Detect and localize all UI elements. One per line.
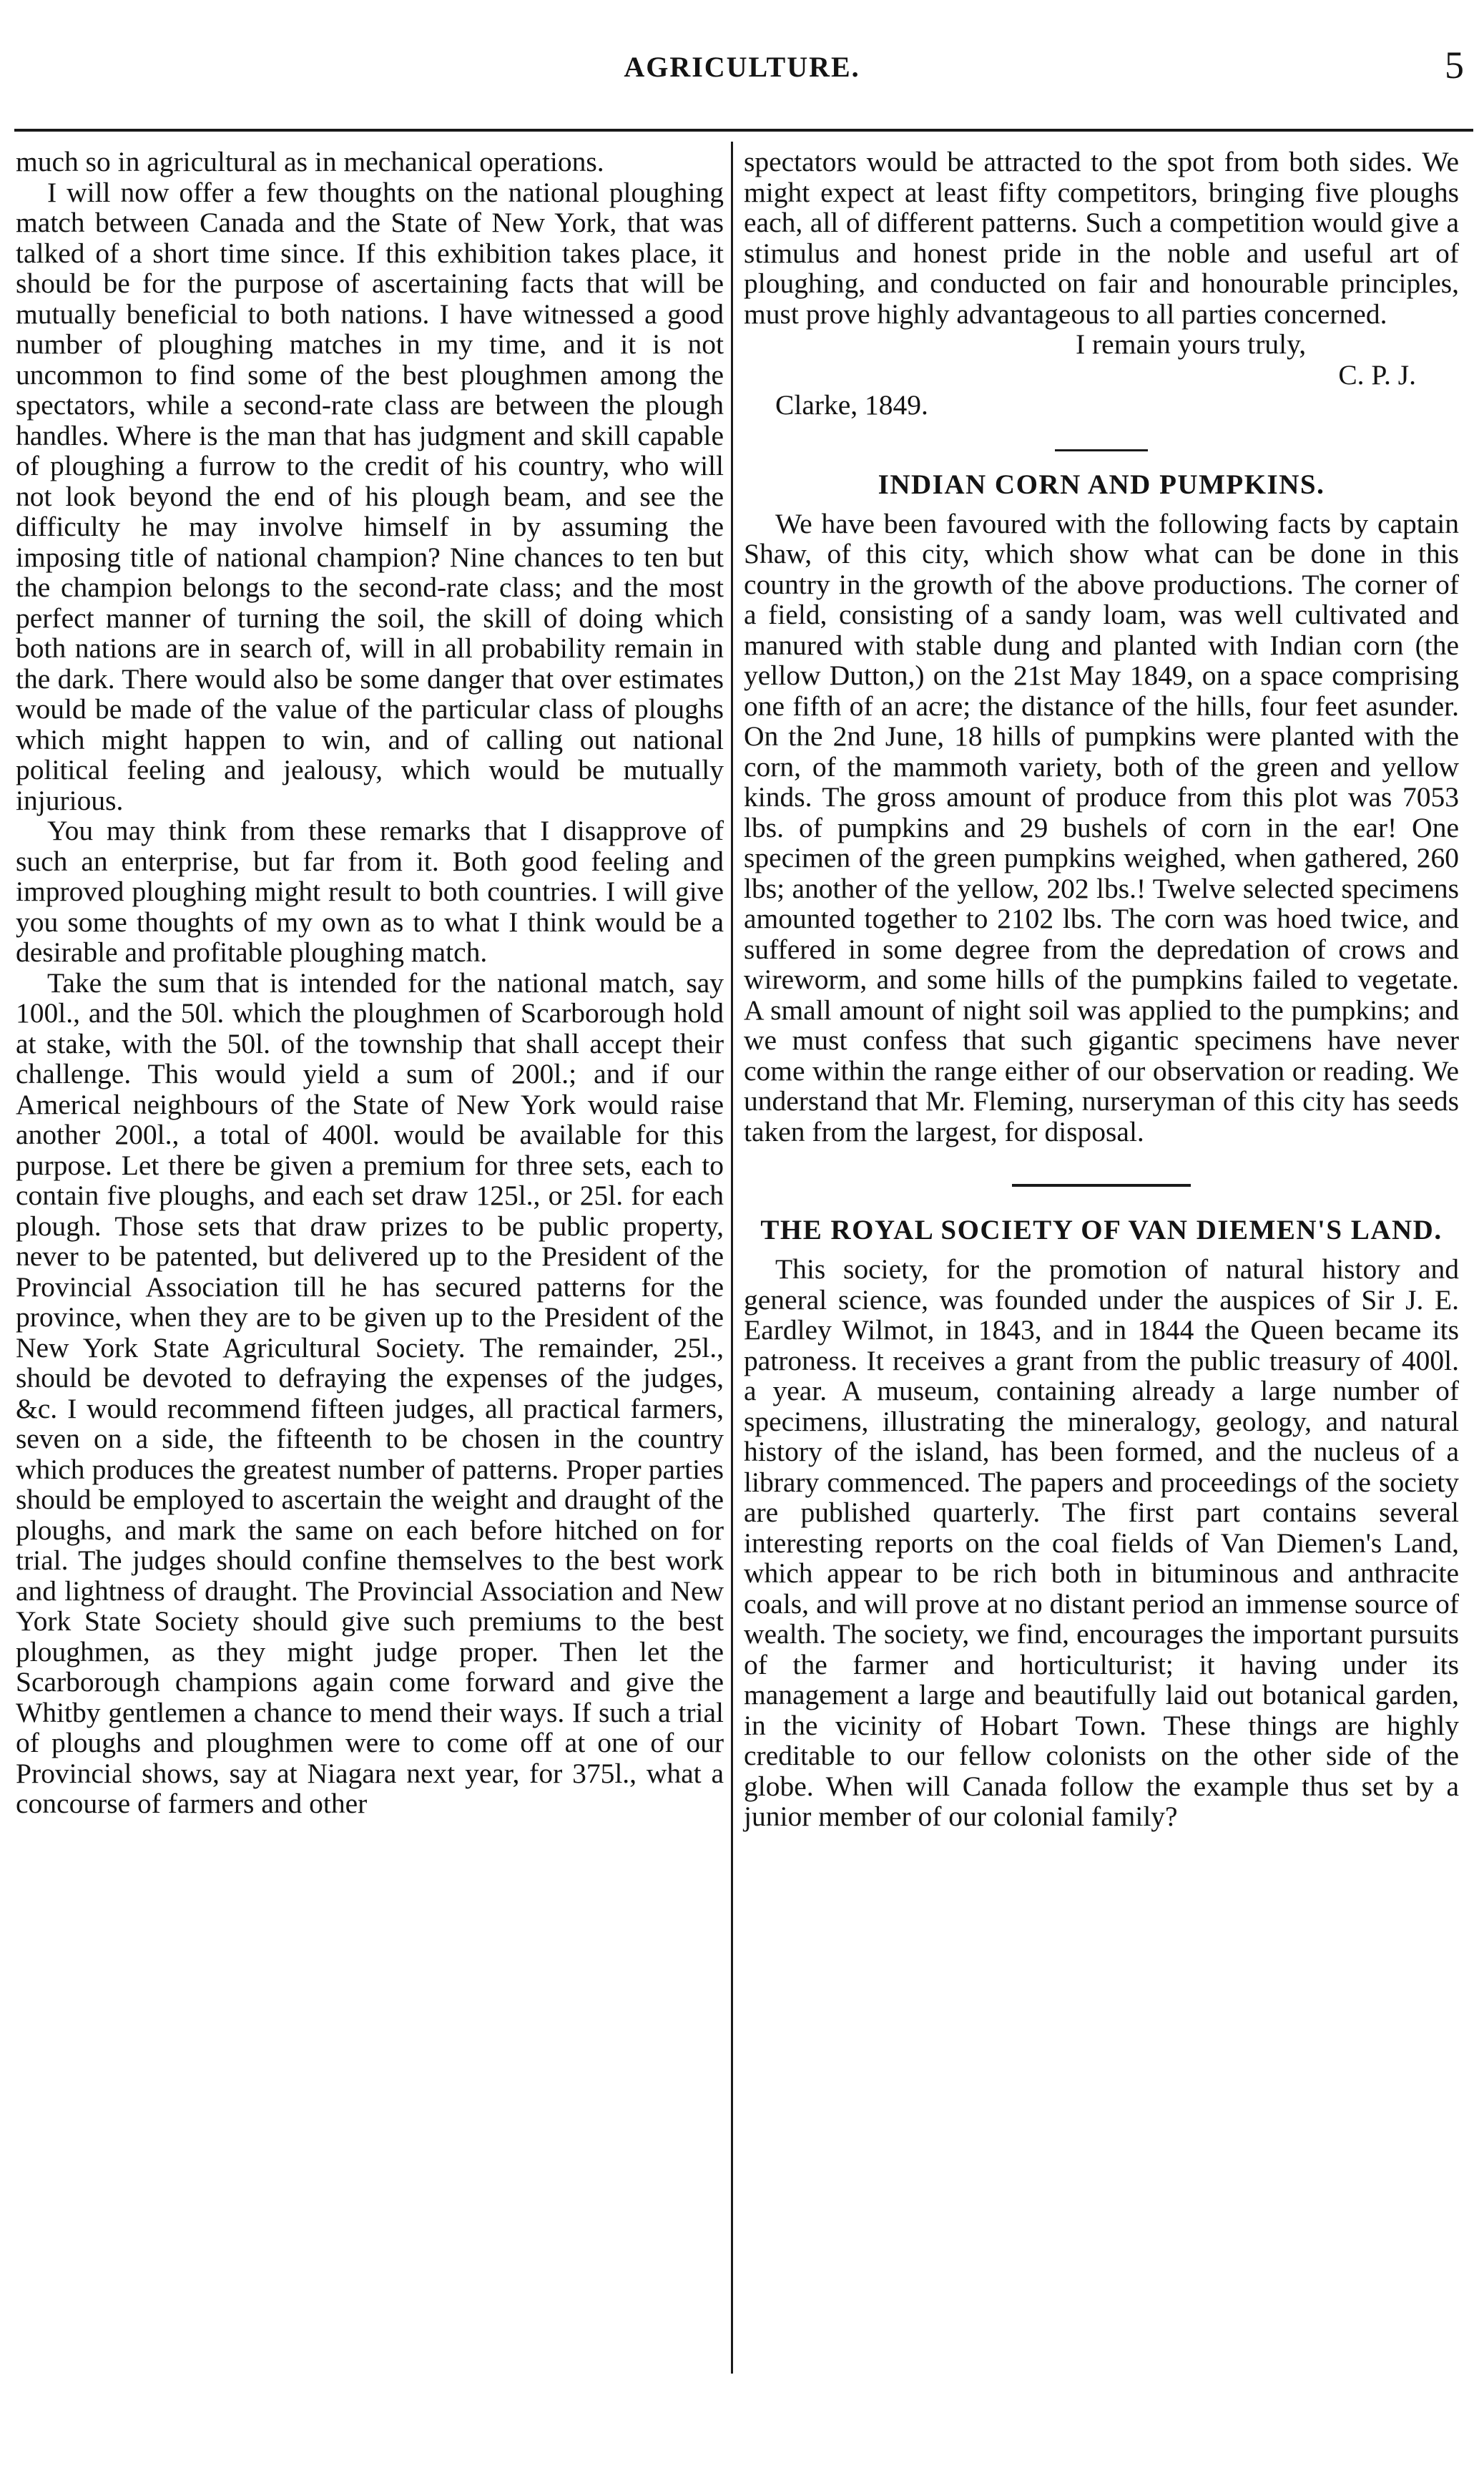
paragraph-premium-proposal: Take the sum that is intended for the national match, say 100l., and the 50l. which the ploughmen of Scarborough hold at stake, with the 50l. of the township that shall accept their challenge. This would yield a sum of 200l.; and if our Americal neighbours of the State of New York would raise another 200l., a total of 400l. would be available for this purpose. Let there be given a premium for three sets, each to contain five ploughs, and each set draw 125l., or 25l. for each plough. Those sets that draw prizes to be public property, never to be patented, but delivered up to the President of the Provincial Association till he has secured patterns for the province, when they are to be given up to the President of the New York State Agricultural Society. The remainder, 25l., should be devoted to defraying the expenses of the judges, &c. I would recommend fifteen judges, all practical farmers, seven on a side, the fifteenth to be chosen in the country which produces the greatest number of patterns. Proper parties should be employed to ascertain the weight and draught of the ploughs, and mark the same on each before hitched on for trial. The judges should confine themselves to the best work and lightness of draught. The Provincial Association and New York State Society should give such premiums to the best ploughmen, as they might judge proper. Then let the Scarborough champions again come forward and give the Whitby gentlemen a chance to mend their ways. If such a trial of ploughs and ploughmen were to come off at one of our Provincial shows, say at Niagara next year, for 375l., what a concourse of farmers and other bbox=[16, 966, 724, 1819]
paragraph-national-match: I will now offer a few thoughts on the national ploughing match between Canada and the State of New York, that was talked of a short time since. If this exhibition takes place, it should be for the purpose of ascertaining facts that will be mutually beneficial to both nations. I have witnessed a good number of ploughing matches in my time, and it is not uncommon to find some of the best ploughmen among the spectators, while a second-rate class are between the plough handles. Where is the man that has judgment and skill capable of ploughing a furrow to the credit of his country, who will not look beyond the end of his plough beam, and see the difficulty he may involve himself in by assuming the imposing title of national champion? Nine chances to ten but the champion belongs to the second-rate class; and the most perfect manner of turning the soil, the skill of doing which both nations are in search of, will in all probability remain in the dark. There would also be some danger that over estimates would be made of the value of the particular class of ploughs which might happen to win, and of calling out national political feeling and jealousy, which would be mutually injurious. bbox=[16, 176, 724, 816]
article-body-society: This society, for the promotion of natural history and general science, was founded under the auspices of Sir J. E. Eardley Wilmot, in 1843, and in 1844 the Queen became its patroness. It receives a grant from the public treasury of 400l. a year. A museum, containing already a large number of specimens, illustrating the mineralogy, geology, and natural history of the island, has been formed, and the nucleus of a library commenced. The papers and proceedings of the society are published quarterly. The first part contains several interesting reports on the coal fields of Van Diemen's Land, which appear to be rich both in bituminous and anthracite coals, and will prove at no distant period an immense source of wealth. The society, we find, encourages the important pursuits of the farmer and horticulturist; it having under its management a large and beautifully laid out botanical garden, in the vicinity of Hobart Town. These things are highly creditable to our fellow colonists on the other side of the globe. When will Canada follow the example thus set by a junior member of our colonial family? bbox=[744, 1253, 1459, 1832]
page-number: 5 bbox=[1445, 44, 1464, 87]
left-column bbox=[16, 147, 724, 1819]
column-divider bbox=[731, 142, 733, 2374]
article-body-corn: We have been favoured with the following facts by captain Shaw, of this city, which show what can be done in this country in the growth of the above productions. The corner of a field, consisting of a sandy loam, was well cultivated and manured with stable dung and planted with Indian corn (the yellow Dutton,) on the 21st May 1849, on a space comprising one fifth of an acre; the distance of the hills, four feet asunder. On the 2nd June, 18 hills of pumpkins were planted with the corn, of the mammoth variety, both of the green and yellow kinds. The gross amount of produce from this plot was 7053 lbs. of pumpkins and 29 bushels of corn in the ear! One specimen of the green pumpkins weighed, when gathered, 260 lbs; another of the yellow, 202 lbs.! Twelve selected specimens amounted together to 2102 lbs. The corn was hoed twice, and suffered in some degree from the depredation of crows and wireworm, and some hills of the pumpkins failed to vegetate. A small amount of night soil was applied to the pumpkins; and we must confess that such gigantic specimens have never come within the range either of our observation or reading. We understand that Mr. Fleming, nurseryman of this city has seeds taken from the largest, for disposal. bbox=[744, 507, 1459, 1147]
article-heading-corn: INDIAN CORN AND PUMPKINS. bbox=[878, 469, 1325, 500]
section-divider bbox=[1012, 1184, 1191, 1187]
letter-conclusion: spectators would be attracted to the spot from both sides. We might expect at least fifty competitors, bringing five ploughs each, all of different patterns. Such a competition would give a stimulus and honest pride in the noble and useful art of ploughing, and conducted on fair and honourable principles, must prove highly advantageous to all parties concerned. bbox=[744, 146, 1459, 330]
right-column bbox=[744, 147, 1459, 1832]
header-rule bbox=[14, 129, 1473, 132]
letter-signoff: I remain yours truly, bbox=[1076, 328, 1307, 360]
paragraph-enterprise: You may think from these remarks that I disapprove of such an enterprise, but far from it. Both good feeling and improved ploughing might result to both countries. I will give you some thoughts of my own as to what I think would be a desirable and profitable ploughing match. bbox=[16, 815, 724, 968]
letter-signature: C. P. J. bbox=[1338, 358, 1416, 391]
paragraph-continuation: much so in agricultural as in mechanical operations. bbox=[16, 146, 604, 177]
article-heading-society: THE ROYAL SOCIETY OF VAN DIEMEN'S LAND. bbox=[760, 1215, 1443, 1245]
page-header bbox=[0, 44, 1484, 107]
section-divider bbox=[1055, 449, 1148, 451]
letter-place-date: Clarke, 1849. bbox=[775, 389, 928, 421]
running-title: AGRICULTURE. bbox=[624, 51, 860, 83]
